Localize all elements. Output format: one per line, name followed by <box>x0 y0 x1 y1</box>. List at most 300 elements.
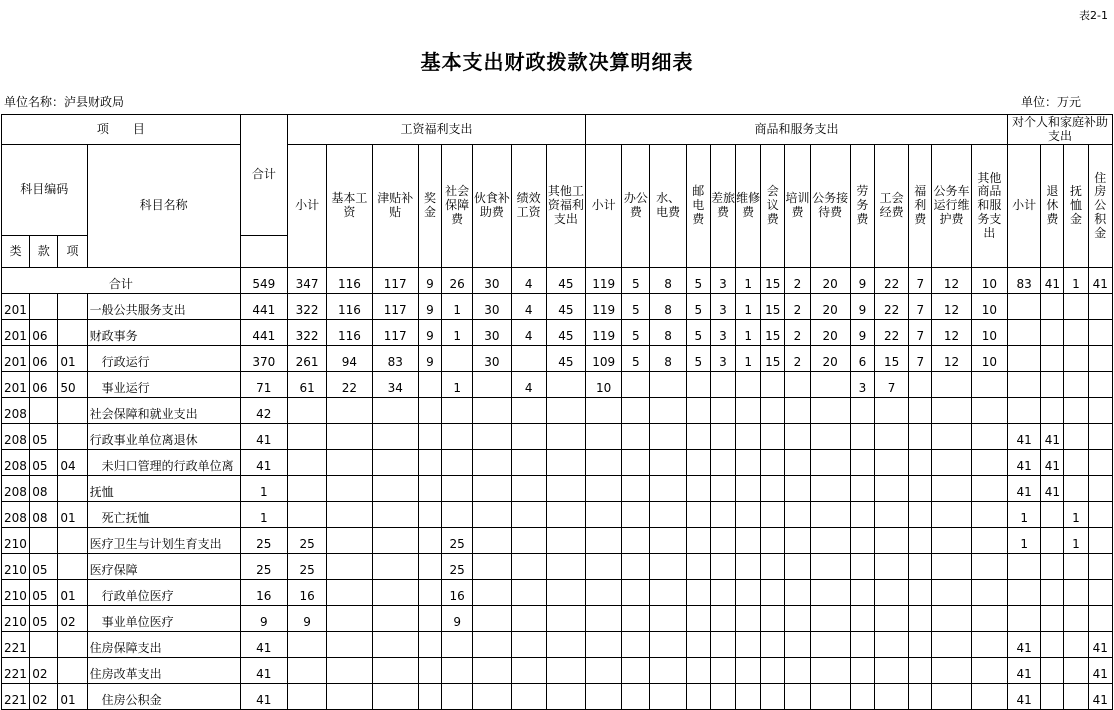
value-cell <box>622 424 650 450</box>
header-row-1 <box>2 115 1113 145</box>
value-cell: 10 <box>586 372 622 398</box>
value-cell <box>418 554 441 580</box>
header-wage-col-1: 基本工资 <box>327 145 372 268</box>
value-cell <box>785 450 810 476</box>
value-cell <box>442 450 473 476</box>
page-title: 基本支出财政拨款决算明细表 <box>420 50 694 74</box>
code-kuan <box>30 294 58 320</box>
value-cell <box>442 398 473 424</box>
value-cell <box>473 398 511 424</box>
value-cell: 7 <box>909 346 932 372</box>
value-cell <box>622 606 650 632</box>
value-cell: 15 <box>761 346 785 372</box>
value-cell: 5 <box>622 320 650 346</box>
value-cell: 109 <box>586 346 622 372</box>
value-cell <box>785 476 810 502</box>
value-cell <box>785 632 810 658</box>
value-cell <box>932 528 971 554</box>
code-xiang <box>58 632 87 658</box>
value-cell <box>810 450 850 476</box>
value-cell <box>810 606 850 632</box>
value-cell <box>287 398 326 424</box>
value-cell <box>932 554 971 580</box>
value-cell <box>1041 294 1064 320</box>
header-wage-col-4: 社会保障费 <box>442 145 473 268</box>
value-cell <box>622 658 650 684</box>
value-cell <box>442 658 473 684</box>
value-cell: 9 <box>287 606 326 632</box>
value-cell: 3 <box>710 268 735 294</box>
code-kuan <box>30 632 58 658</box>
value-cell <box>1064 658 1088 684</box>
code-lei: 201 <box>2 372 30 398</box>
header-code: 科目编码 <box>2 145 88 236</box>
subject-name: 行政事业单位离退休 <box>87 424 240 450</box>
header-wage-col-7: 其他工资福利支出 <box>546 145 585 268</box>
value-cell <box>971 606 1007 632</box>
value-cell: 8 <box>650 346 686 372</box>
table-row <box>2 294 1113 320</box>
value-cell <box>473 528 511 554</box>
header-item: 项 目 <box>2 115 241 145</box>
value-cell <box>710 580 735 606</box>
code-xiang <box>58 294 87 320</box>
code-kuan: 08 <box>30 502 58 528</box>
table-row <box>2 476 1113 502</box>
value-cell: 45 <box>546 294 585 320</box>
value-cell <box>785 554 810 580</box>
value-cell <box>1088 502 1112 528</box>
code-xiang: 01 <box>58 502 87 528</box>
value-cell: 41 <box>1008 424 1041 450</box>
value-cell: 3 <box>710 294 735 320</box>
value-cell <box>785 658 810 684</box>
value-cell <box>850 658 874 684</box>
value-cell <box>511 398 546 424</box>
value-cell <box>327 450 372 476</box>
value-cell: 26 <box>442 268 473 294</box>
value-cell <box>785 424 810 450</box>
value-cell <box>586 632 622 658</box>
header-subject-name: 科目名称 <box>87 145 240 268</box>
value-cell <box>473 502 511 528</box>
value-cell <box>418 606 441 632</box>
value-cell <box>1008 372 1041 398</box>
value-cell <box>785 372 810 398</box>
subject-name: 事业运行 <box>87 372 240 398</box>
code-xiang: 04 <box>58 450 87 476</box>
value-cell: 1 <box>240 502 287 528</box>
value-cell: 25 <box>442 528 473 554</box>
code-xiang: 01 <box>58 684 87 710</box>
value-cell <box>418 580 441 606</box>
value-cell <box>761 450 785 476</box>
value-cell: 61 <box>287 372 326 398</box>
value-cell <box>418 398 441 424</box>
value-cell: 15 <box>761 294 785 320</box>
value-cell <box>511 554 546 580</box>
value-cell <box>686 502 710 528</box>
header-goods-col-7: 培训费 <box>785 145 810 268</box>
value-cell <box>586 450 622 476</box>
code-lei: 210 <box>2 554 30 580</box>
subject-name: 事业单位医疗 <box>87 606 240 632</box>
value-cell <box>327 632 372 658</box>
value-cell <box>710 528 735 554</box>
value-cell <box>1064 580 1088 606</box>
value-cell <box>650 554 686 580</box>
table-row <box>2 346 1113 372</box>
value-cell <box>287 450 326 476</box>
code-kuan: 05 <box>30 606 58 632</box>
value-cell: 41 <box>1088 268 1112 294</box>
value-cell <box>1008 554 1041 580</box>
value-cell <box>761 632 785 658</box>
value-cell <box>1088 424 1112 450</box>
value-cell: 41 <box>1088 632 1112 658</box>
value-cell: 5 <box>686 294 710 320</box>
code-lei: 208 <box>2 450 30 476</box>
header-personal-col-2: 抚恤金 <box>1064 145 1088 268</box>
value-cell <box>650 372 686 398</box>
value-cell: 9 <box>418 294 441 320</box>
value-cell <box>1041 320 1064 346</box>
value-cell: 1 <box>736 346 761 372</box>
value-cell <box>710 502 735 528</box>
value-cell: 5 <box>686 320 710 346</box>
value-cell: 25 <box>287 528 326 554</box>
value-cell: 117 <box>372 320 418 346</box>
code-xiang <box>58 424 87 450</box>
value-cell <box>736 372 761 398</box>
value-cell <box>650 580 686 606</box>
header-wage-col-2: 津贴补贴 <box>372 145 418 268</box>
value-cell <box>1064 554 1088 580</box>
value-cell <box>686 684 710 710</box>
value-cell <box>1088 398 1112 424</box>
value-cell <box>850 580 874 606</box>
value-cell <box>932 398 971 424</box>
value-cell: 441 <box>240 294 287 320</box>
header-goods-col-12: 公务车运行维护费 <box>932 145 971 268</box>
value-cell <box>736 398 761 424</box>
value-cell <box>1041 606 1064 632</box>
value-cell <box>418 658 441 684</box>
code-xiang: 02 <box>58 606 87 632</box>
code-xiang <box>58 658 87 684</box>
value-cell <box>327 580 372 606</box>
value-cell <box>909 372 932 398</box>
subject-name: 住房公积金 <box>87 684 240 710</box>
subject-name: 住房改革支出 <box>87 658 240 684</box>
header-row-2 <box>2 145 1113 236</box>
value-cell <box>909 658 932 684</box>
value-cell <box>327 528 372 554</box>
value-cell <box>810 528 850 554</box>
value-cell <box>710 450 735 476</box>
value-cell: 9 <box>442 606 473 632</box>
value-cell <box>586 424 622 450</box>
value-cell: 10 <box>971 320 1007 346</box>
value-cell <box>473 554 511 580</box>
value-cell <box>1041 502 1064 528</box>
value-cell <box>971 372 1007 398</box>
value-cell: 20 <box>810 294 850 320</box>
value-cell <box>686 398 710 424</box>
value-cell <box>546 606 585 632</box>
value-cell: 8 <box>650 320 686 346</box>
value-cell <box>650 450 686 476</box>
subject-name: 住房保障支出 <box>87 632 240 658</box>
value-cell <box>511 606 546 632</box>
value-cell: 16 <box>442 580 473 606</box>
value-cell <box>327 554 372 580</box>
code-lei: 221 <box>2 632 30 658</box>
value-cell: 347 <box>287 268 326 294</box>
value-cell: 4 <box>511 294 546 320</box>
value-cell: 8 <box>650 268 686 294</box>
value-cell <box>850 684 874 710</box>
value-cell <box>1064 372 1088 398</box>
value-cell: 8 <box>650 294 686 320</box>
value-cell: 5 <box>686 268 710 294</box>
subject-name: 医疗卫生与计划生育支出 <box>87 528 240 554</box>
value-cell: 1 <box>442 294 473 320</box>
value-cell: 2 <box>785 268 810 294</box>
value-cell <box>546 372 585 398</box>
value-cell: 370 <box>240 346 287 372</box>
value-cell: 119 <box>586 294 622 320</box>
value-cell: 9 <box>418 320 441 346</box>
value-cell <box>874 606 908 632</box>
value-cell: 41 <box>1008 632 1041 658</box>
value-cell <box>710 424 735 450</box>
code-lei: 208 <box>2 502 30 528</box>
value-cell <box>909 450 932 476</box>
subject-name: 医疗保障 <box>87 554 240 580</box>
value-cell <box>971 554 1007 580</box>
table-row <box>2 580 1113 606</box>
value-cell <box>372 554 418 580</box>
value-cell: 4 <box>511 268 546 294</box>
value-cell: 3 <box>710 320 735 346</box>
total-label: 合计 <box>2 268 241 294</box>
value-cell: 5 <box>686 346 710 372</box>
value-cell <box>1064 424 1088 450</box>
value-cell <box>586 528 622 554</box>
value-cell <box>932 450 971 476</box>
header-wage-col-6: 绩效工资 <box>511 145 546 268</box>
value-cell <box>473 450 511 476</box>
value-cell <box>909 684 932 710</box>
header-personal-col-0: 小计 <box>1008 145 1041 268</box>
value-cell <box>810 554 850 580</box>
value-cell <box>686 606 710 632</box>
value-cell: 94 <box>327 346 372 372</box>
value-cell <box>372 476 418 502</box>
value-cell <box>418 424 441 450</box>
value-cell <box>785 502 810 528</box>
value-cell: 41 <box>1008 684 1041 710</box>
value-cell: 22 <box>874 294 908 320</box>
header-goods-col-1: 办公费 <box>622 145 650 268</box>
value-cell <box>761 606 785 632</box>
value-cell <box>850 398 874 424</box>
value-cell <box>810 684 850 710</box>
value-cell: 41 <box>240 684 287 710</box>
value-cell: 10 <box>971 294 1007 320</box>
value-cell <box>418 632 441 658</box>
value-cell: 30 <box>473 320 511 346</box>
value-cell: 25 <box>240 528 287 554</box>
code-xiang <box>58 476 87 502</box>
value-cell: 116 <box>327 294 372 320</box>
value-cell: 30 <box>473 346 511 372</box>
value-cell <box>1088 606 1112 632</box>
header-wage-group: 工资福利支出 <box>287 115 585 145</box>
value-cell <box>372 424 418 450</box>
value-cell <box>810 424 850 450</box>
value-cell: 1 <box>1064 502 1088 528</box>
value-cell <box>511 684 546 710</box>
value-cell: 9 <box>418 268 441 294</box>
value-cell: 71 <box>240 372 287 398</box>
value-cell: 25 <box>442 554 473 580</box>
code-kuan <box>30 398 58 424</box>
table-row <box>2 528 1113 554</box>
value-cell <box>1008 606 1041 632</box>
value-cell <box>622 398 650 424</box>
value-cell <box>418 528 441 554</box>
value-cell <box>710 476 735 502</box>
value-cell: 12 <box>932 268 971 294</box>
value-cell <box>874 450 908 476</box>
value-cell <box>761 554 785 580</box>
value-cell <box>650 502 686 528</box>
value-cell <box>971 502 1007 528</box>
value-cell <box>1064 320 1088 346</box>
value-cell <box>1008 398 1041 424</box>
value-cell: 9 <box>850 320 874 346</box>
value-cell: 322 <box>287 320 326 346</box>
unit-label: 单位：万元 <box>1020 95 1081 109</box>
value-cell <box>1008 346 1041 372</box>
subject-name: 财政事务 <box>87 320 240 346</box>
value-cell <box>418 450 441 476</box>
value-cell <box>287 476 326 502</box>
value-cell: 1 <box>442 320 473 346</box>
value-cell <box>874 632 908 658</box>
subject-name: 未归口管理的行政单位离 <box>87 450 240 476</box>
value-cell: 5 <box>622 268 650 294</box>
value-cell <box>850 424 874 450</box>
value-cell <box>761 528 785 554</box>
value-cell <box>586 580 622 606</box>
value-cell <box>810 658 850 684</box>
value-cell <box>442 684 473 710</box>
value-cell <box>473 632 511 658</box>
value-cell: 2 <box>785 346 810 372</box>
value-cell <box>327 476 372 502</box>
value-cell: 45 <box>546 346 585 372</box>
value-cell <box>511 632 546 658</box>
value-cell <box>473 684 511 710</box>
header-total: 合计 <box>240 115 287 236</box>
value-cell: 12 <box>932 320 971 346</box>
value-cell <box>546 502 585 528</box>
value-cell <box>1064 632 1088 658</box>
value-cell: 41 <box>1008 476 1041 502</box>
value-cell <box>810 372 850 398</box>
value-cell <box>327 658 372 684</box>
value-cell <box>736 606 761 632</box>
table-row <box>2 320 1113 346</box>
value-cell: 1 <box>1008 528 1041 554</box>
value-cell <box>874 398 908 424</box>
value-cell <box>650 424 686 450</box>
value-cell <box>850 450 874 476</box>
value-cell <box>546 398 585 424</box>
value-cell <box>1064 346 1088 372</box>
value-cell <box>810 580 850 606</box>
value-cell <box>418 684 441 710</box>
code-lei: 210 <box>2 606 30 632</box>
subject-name: 社会保障和就业支出 <box>87 398 240 424</box>
value-cell <box>710 658 735 684</box>
value-cell <box>372 684 418 710</box>
value-cell <box>761 580 785 606</box>
value-cell: 41 <box>1008 450 1041 476</box>
value-cell <box>327 606 372 632</box>
subject-name: 抚恤 <box>87 476 240 502</box>
table-row <box>2 554 1113 580</box>
value-cell: 16 <box>287 580 326 606</box>
value-cell <box>909 528 932 554</box>
header-goods-col-3: 邮电费 <box>686 145 710 268</box>
value-cell <box>650 528 686 554</box>
value-cell: 41 <box>1041 424 1064 450</box>
header-wage-col-3: 奖金 <box>418 145 441 268</box>
value-cell <box>650 658 686 684</box>
value-cell: 4 <box>511 372 546 398</box>
value-cell <box>586 398 622 424</box>
code-xiang: 01 <box>58 346 87 372</box>
value-cell <box>511 476 546 502</box>
value-cell <box>710 632 735 658</box>
value-cell <box>372 528 418 554</box>
value-cell <box>686 450 710 476</box>
value-cell <box>761 684 785 710</box>
value-cell <box>785 398 810 424</box>
value-cell: 41 <box>240 450 287 476</box>
code-kuan: 05 <box>30 450 58 476</box>
value-cell: 549 <box>240 268 287 294</box>
value-cell <box>622 372 650 398</box>
value-cell <box>442 346 473 372</box>
value-cell <box>1008 580 1041 606</box>
value-cell: 1 <box>736 294 761 320</box>
table-row <box>2 424 1113 450</box>
table-row <box>2 372 1113 398</box>
header-goods-group: 商品和服务支出 <box>586 115 1008 145</box>
value-cell: 2 <box>785 320 810 346</box>
value-cell: 25 <box>287 554 326 580</box>
value-cell <box>736 658 761 684</box>
value-cell: 41 <box>1088 658 1112 684</box>
code-lei: 208 <box>2 476 30 502</box>
value-cell <box>932 502 971 528</box>
value-cell <box>287 632 326 658</box>
